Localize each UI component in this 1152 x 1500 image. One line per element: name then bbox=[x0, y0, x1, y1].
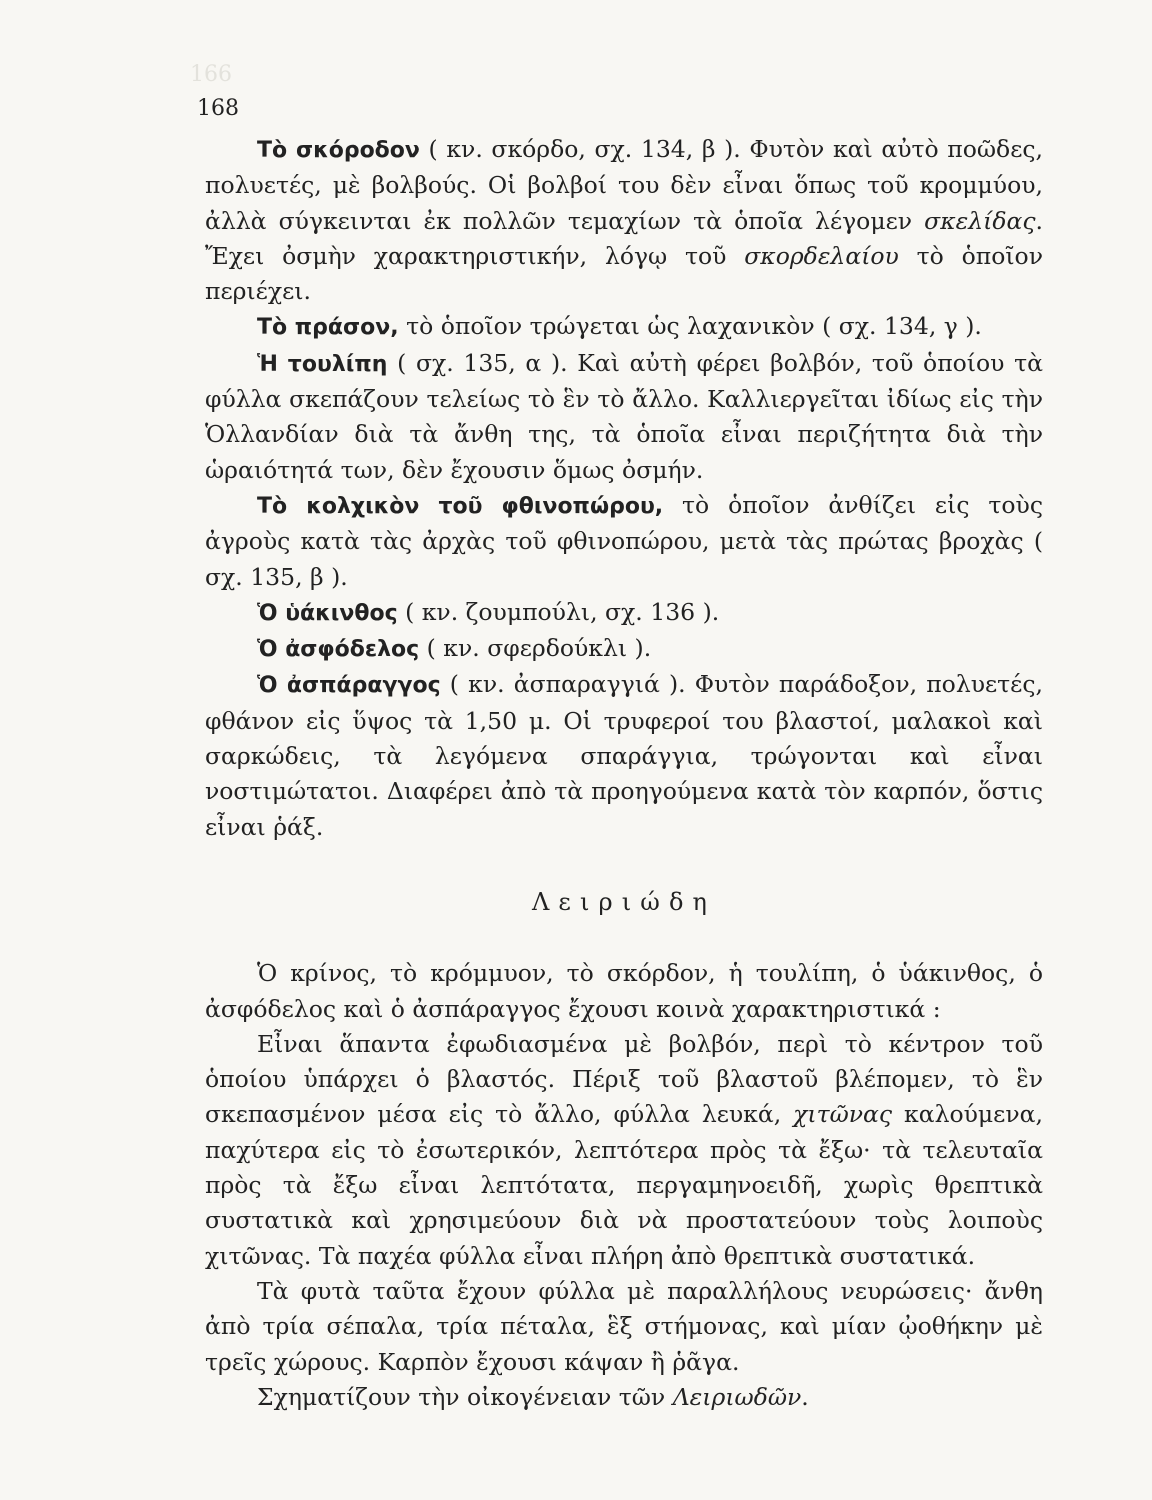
paragraph-italic: χιτῶνας bbox=[793, 1100, 893, 1129]
paragraph-text: Εἶναι ἅπαντα ἐφωδιασμένα μὲ βολβόν, περὶ τὸ κέντρον τοῦ ὁποίου ὑπάρχει ὁ βλαστός. Πέριξ τοῦ βλαστοῦ βλέπομεν, τὸ ἓν σκεπασμένον μέσα εἰς τὸ ἄλλο, φύλλα λευκά, bbox=[205, 1029, 1043, 1129]
entry-term: Ὁ ἀσπάραγγος bbox=[257, 673, 441, 699]
entry-italic: σκορδελαίου bbox=[744, 241, 899, 270]
entry-text: ( κν. σκόρδο, σχ. 134, β ). Φυτὸν καὶ αὐτὸ ποῶδες, πολυετές, μὲ βολβούς. Οἱ βολβοί του δὲν εἶναι ὅπως τοῦ κρομμύου, ἀλλὰ σύγκεινται ἐκ πολλῶν τεμαχίων τὰ ὁποῖα λέγομεν bbox=[205, 135, 1044, 235]
paragraph-family bbox=[205, 1380, 1043, 1415]
section-heading: Λειριώδη bbox=[531, 887, 717, 916]
page-body bbox=[205, 132, 1043, 1415]
entry-colchicum bbox=[205, 488, 1043, 595]
entry-hyacinth bbox=[205, 595, 1043, 631]
paragraph-flower-description: Τὰ φυτὰ ταῦτα ἔχουν φύλλα μὲ παραλλήλους νευρώσεις· ἄνθη ἀπὸ τρία σέπαλα, τρία πέταλα, ἓξ στήμονας, καὶ μίαν ᾠοθήκην μὲ τρεῖς χώρους. Καρπὸν ἔχουσι κάψαν ἢ ῥᾶγα. bbox=[205, 1276, 1043, 1376]
entry-term: Τὸ κολχικὸν τοῦ φθινοπώρου, bbox=[257, 493, 664, 519]
entry-tulip bbox=[205, 346, 1043, 488]
entry-term: Ὁ ὑάκινθος bbox=[257, 600, 398, 626]
entry-term: Τὸ πράσον, bbox=[257, 315, 399, 341]
paragraph-text: Σχηματίζουν τὴν οἰκογένειαν τῶν bbox=[257, 1382, 673, 1411]
entry-asphodel bbox=[205, 631, 1043, 667]
entry-text: ( κν. ζουμπούλι, σχ. 136 ). bbox=[397, 597, 720, 626]
entry-text: ( σχ. 135, α ). Καὶ αὐτὴ φέρει βολβόν, τοῦ ὁποίου τὰ φύλλα σκεπάζουν τελείως τὸ ἓν τὸ ἄλλο. Καλλιεργεῖται ἰδίως εἰς τὴν Ὁλλανδίαν διὰ τὰ ἄνθη της, τὰ ὁποῖα εἶναι περιζήτητα διὰ τὴν ὡραιότητά των, δὲν ἔχουσιν ὅμως ὀσμήν. bbox=[205, 348, 1043, 484]
page-number: 168 bbox=[197, 96, 239, 121]
entry-text: ( κν. σφερδούκλι ). bbox=[419, 634, 652, 663]
paragraph-text: . bbox=[801, 1382, 809, 1411]
bleed-through-page-number: 166 bbox=[190, 62, 232, 87]
paragraph-text: καλούμενα, παχύτερα εἰς τὸ ἐσωτερικόν, λεπτότερα πρὸς τὰ ἔξω· τὰ τελευταῖα πρὸς τὰ ἔξω εἶναι λεπτότατα, περγαμηνοειδῆ, χωρὶς θρεπτικὰ συστατικὰ καὶ χρησιμεύουν διὰ νὰ προστατεύουν τοὺς λοιποὺς χιτῶνας. Τὰ παχέα φύλλα εἶναι πλήρη ἀπὸ θρεπτικὰ συστατικά. bbox=[205, 1100, 1043, 1270]
entry-text: . Ἔχει ὀσμὴν χαρακτηριστικήν, λόγῳ τοῦ bbox=[205, 206, 1043, 270]
paragraph-italic: Λειριωδῶν bbox=[672, 1382, 802, 1411]
entry-asparagus bbox=[205, 667, 1043, 844]
paragraph-common-features: Ὁ κρίνος, τὸ κρόμμυον, τὸ σκόρδον, ἡ τουλίπη, ὁ ὑάκινθος, ὁ ἀσφόδελος καὶ ὁ ἀσπάραγγος ἔχουσι κοινὰ χαρακτηριστικά : bbox=[205, 959, 1043, 1023]
entry-term: Ὁ ἀσφόδελος bbox=[257, 637, 420, 663]
entry-text: τὸ ὁποῖον ἀνθίζει εἰς τοὺς ἀγροὺς κατὰ τὰς ἀρχὰς τοῦ φθινοπώρου, μετὰ τὰς πρώτας βροχὰς ( σχ. 135, β ). bbox=[205, 490, 1043, 591]
entry-term: Τὸ σκόροδον bbox=[257, 138, 420, 163]
entry-term: Ἡ τουλίπη bbox=[257, 351, 388, 377]
entry-text: τὸ ὁποῖον περιέχει. bbox=[205, 241, 1043, 306]
paragraph-bulb-description bbox=[205, 1027, 1043, 1274]
entry-garlic bbox=[205, 132, 1043, 309]
entry-text: ( κν. ἀσπαραγγιά ). Φυτὸν παράδοξον, πολυετές, φθάνον εἰς ὕψος τὰ 1,50 μ. Οἱ τρυφεροί του βλαστοί, μαλακοὶ καὶ σαρκώδεις, τὰ λεγόμενα σπαράγγια, τρώγονται καὶ εἶναι νοστιμώτατοι. Διαφέρει ἀπὸ τὰ προηγούμενα κατὰ τὸν καρπόν, ὅστις εἶναι ῥάξ. bbox=[205, 670, 1043, 841]
entry-leek bbox=[205, 309, 1043, 345]
entry-text: τὸ ὁποῖον τρώγεται ὡς λαχανικὸν ( σχ. 134, γ ). bbox=[398, 312, 982, 341]
entry-italic: σκελίδας bbox=[924, 206, 1036, 235]
